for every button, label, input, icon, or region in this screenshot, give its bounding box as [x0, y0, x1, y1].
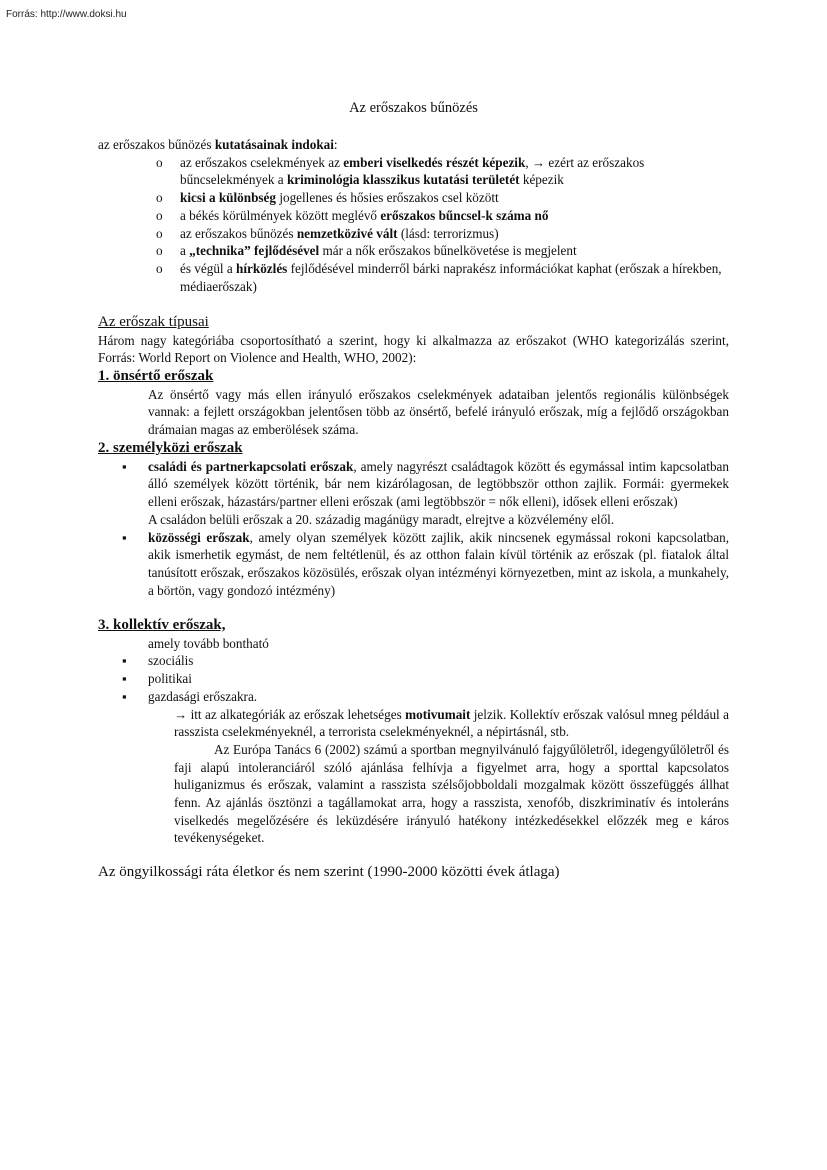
section-3 — [98, 617, 729, 847]
intro-section — [98, 136, 729, 295]
suicide-rate-heading: Az öngyilkossági ráta életkor és nem szerint (1990-2000 közötti évek átlaga) — [98, 864, 560, 880]
section-2-heading: 2. személyközi erőszak — [98, 440, 243, 456]
section-3-paragraph-2: Az Európa Tanács 6 (2002) számú a sportban megnyilvánuló fajgyűlöletről, idegengyűlöletről és faji alapú intoleranciáról szóló ajánlása felhívja a figyelmet arra, hogy a sporttal kapcsolatos huliganizmus és erőszak, valamint a rasszista szélsőjobboldali mozgalmak között összefüggés állhat fenn. Az ajánlás ösztönzi a tagállamokat arra, hogy a rasszista, xenofób, diszkriminatív és intoleráns viselkedés megelőzésére és leküzdésére irányuló hatékony intézkedésekkel előzzék meg e káros tevékenységeket. — [174, 741, 729, 846]
types-heading: Az erőszak típusai — [98, 314, 209, 330]
section-2-list — [98, 458, 729, 600]
list-item: ▪ szociális — [98, 652, 729, 670]
types-text: Három nagy kategóriába csoportosítható a szerint, hogy ki alkalmazza az erőszakot (WHO kategorizálás szerint, Forrás: World Report on Violence and Health, WHO, 2002): — [98, 332, 729, 366]
section-1-text: Az önsértő vagy más ellen irányuló erőszakos cselekmények adataiban jelentős regionális különbségek vannak: a fejlett országokban jelentősen több az önsértő, befelé irányuló erőszak, míg a fejlődő országokban drámaian magas az emberölések száma. — [148, 386, 729, 438]
page-title: Az erőszakos bűnözés — [349, 100, 478, 116]
list-item: o kicsi a különbség jogellenes és hősies erőszakos csel között — [98, 189, 729, 207]
section-3-lead: amely tovább bontható — [148, 635, 269, 651]
list-item: o és végül a hírközlés fejlődésével minderről bárki naprakész információkat kaphat (erőszak a hírekben, médiaerőszak) — [98, 260, 729, 295]
list-item: o a „technika” fejlődésével már a nők erőszakos bűnelkövetése is megjelent — [98, 242, 729, 260]
list-item: ▪ politikai — [98, 670, 729, 688]
section-2 — [98, 440, 729, 599]
section-3-list — [98, 652, 729, 705]
types-section — [98, 314, 729, 367]
list-item: ▪ családi és partnerkapcsolati erőszak, amely nagyrészt családtagok között és egymással intim kapcsolatban álló személyek között történik, bár nem kizárólagosan, de legtöbbször otthon zajlik. Formái: gyermekek elleni erőszak, házastárs/partner elleni erőszak (ami legtöbbször = nők elleni), idősek elleni erőszak) A családon belüli erőszak a 20. századig magánügy maradt, elrejtve a közvélemény elől. — [98, 458, 729, 529]
list-item: o a békés körülmények között meglévő erőszakos bűncsel-k száma nő — [98, 207, 729, 225]
list-item: ▪ közösségi erőszak, amely olyan személyek között zajlik, akik nincsenek egymással rokoni kapcsolatban, akik ismerhetik egymást, de nem feltétlenül, és az otthon falain kívül történik az erőszak (pl. fiatalok által tanúsított erőszak, erőszakos közösülés, erőszak olyan intézményi környezetben, mint az iskola, a munkahely, a börtön, vagy gondozó intézmény) — [98, 529, 729, 600]
section-3-heading: 3. kollektív erőszak, — [98, 617, 226, 633]
source-url: Forrás: http://www.doksi.hu — [6, 9, 127, 20]
reasons-list — [98, 154, 729, 296]
section-1 — [98, 368, 729, 439]
section-1-heading: 1. önsértő erőszak — [98, 368, 214, 384]
intro-lead: az erőszakos bűnözés kutatásainak indokai: — [98, 137, 338, 152]
list-item: o az erőszakos bűnözés nemzetközivé vált (lásd: terrorizmus) — [98, 225, 729, 243]
list-item: ▪ gazdasági erőszakra. — [98, 688, 729, 706]
section-3-paragraph-1: → itt az alkategóriák az erőszak lehetséges motivumait jelzik. Kollektív erőszak valósul mneg például a rasszista cselekményeknél, a terrorista cselekményeknél, a népirtásnál, stb. — [174, 706, 729, 740]
list-item: o az erőszakos cselekmények az emberi viselkedés részét képezik, → ezért az erőszakos bűncselekmények a kriminológia klasszikus kutatási területét képezik — [98, 154, 729, 189]
